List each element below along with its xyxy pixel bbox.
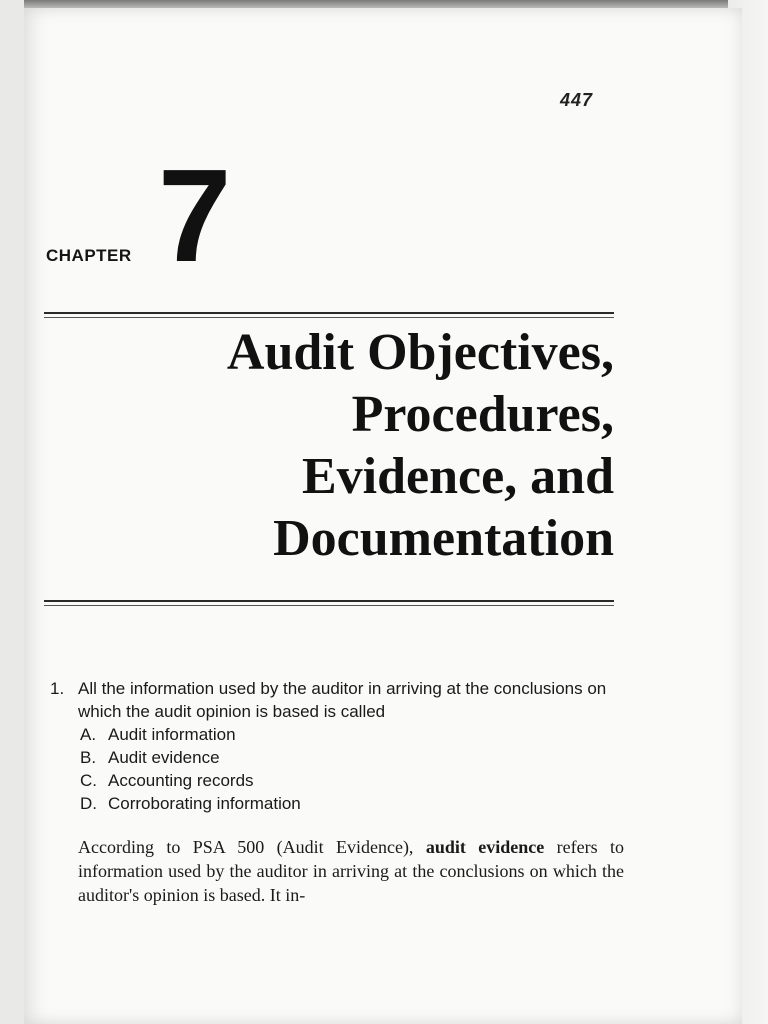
choice-letter: D. bbox=[80, 794, 97, 813]
explanation-bold-term: audit evidence bbox=[425, 837, 545, 857]
choice-text: Audit evidence bbox=[108, 748, 220, 767]
page-number: 447 bbox=[560, 90, 594, 110]
choice-letter: C. bbox=[80, 771, 97, 790]
answer-choice bbox=[80, 746, 630, 769]
chapter-label: CHAPTER bbox=[46, 246, 132, 265]
answer-choice bbox=[80, 769, 630, 792]
explanation-paragraph bbox=[78, 835, 624, 907]
answer-choice bbox=[80, 723, 630, 746]
chapter-number: 7 bbox=[158, 142, 232, 289]
question-text: All the information used by the auditor in arriving at the conclusions on which the audit opinion is based is called bbox=[78, 679, 607, 721]
title-rule-bottom bbox=[44, 600, 614, 602]
chapter-title-line: Procedures, bbox=[351, 386, 614, 443]
choice-text: Corroborating information bbox=[108, 794, 301, 813]
choice-letter: A. bbox=[80, 725, 97, 744]
answer-choices bbox=[80, 723, 630, 815]
question-number: 1. bbox=[50, 679, 65, 698]
chapter-title-line: Evidence, and bbox=[301, 448, 614, 505]
question-1 bbox=[50, 677, 630, 815]
title-rule-top bbox=[44, 312, 614, 314]
choice-text: Audit information bbox=[108, 725, 236, 744]
explanation-suffix: refers to information used by the auditor in arriving at the conclusions on which the auditor's opinion is based. It in- bbox=[78, 837, 625, 905]
chapter-title bbox=[100, 322, 614, 570]
choice-letter: B. bbox=[80, 748, 97, 767]
explanation-prefix: According to PSA 500 (Audit Evidence), bbox=[78, 837, 426, 857]
question-stem bbox=[50, 677, 630, 723]
chapter-title-line: Audit Objectives, bbox=[226, 324, 614, 381]
chapter-title-line: Documentation bbox=[273, 510, 614, 567]
answer-choice bbox=[80, 792, 630, 815]
choice-text: Accounting records bbox=[108, 771, 254, 790]
